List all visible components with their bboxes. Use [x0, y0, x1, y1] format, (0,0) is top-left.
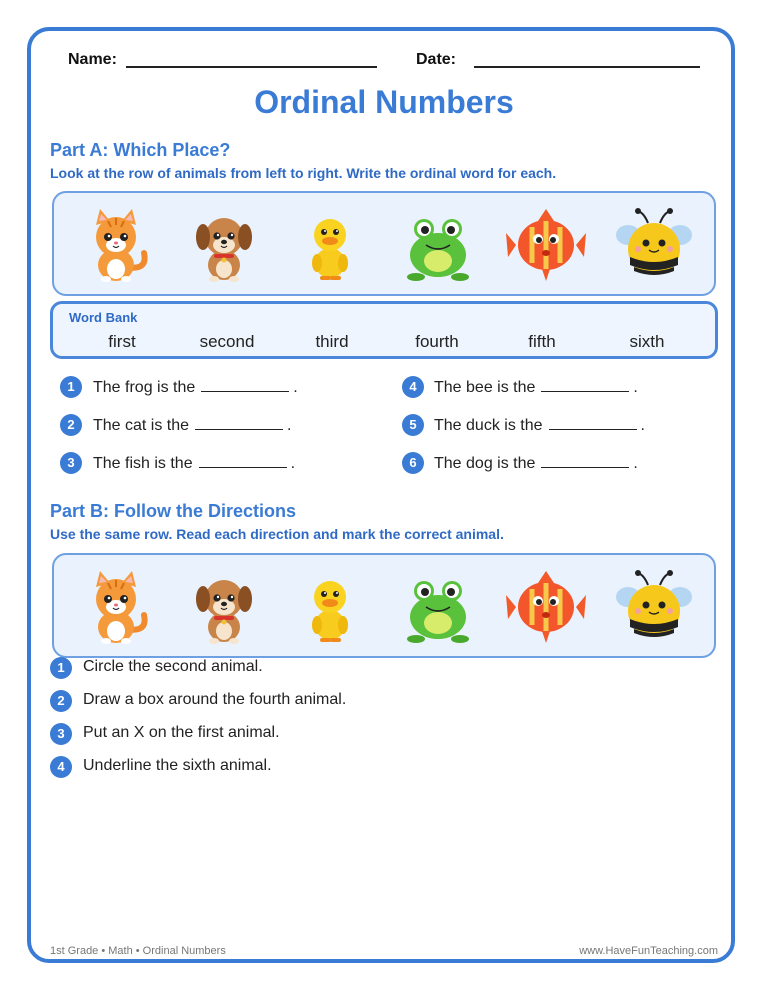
direction-text: Draw a box around the fourth animal. [83, 691, 347, 708]
footer-breadcrumb: 1st Grade • Math • Ordinal Numbers [50, 945, 226, 957]
word-bank-word: second [199, 332, 255, 351]
question-2 [93, 415, 292, 435]
part-a-title: Part A: Which Place? [50, 140, 231, 160]
question-end: . [633, 379, 638, 396]
direction-text: Circle the second animal. [83, 658, 263, 675]
answer-blank[interactable] [195, 415, 283, 430]
animal-row-b [52, 553, 716, 658]
word-bank-title: Word Bank [69, 310, 138, 325]
frog-icon [398, 205, 478, 285]
date-field[interactable] [474, 66, 700, 68]
question-end: . [293, 379, 298, 396]
direction-number: 1 [50, 657, 72, 679]
question-text: The bee is the [434, 379, 536, 396]
answer-blank[interactable] [541, 453, 629, 468]
word-bank-word: fourth [415, 332, 459, 351]
word-bank-word: first [108, 332, 136, 351]
fish-icon[interactable] [506, 567, 586, 647]
question-1 [93, 377, 298, 397]
bee-icon[interactable] [614, 567, 694, 647]
direction-number: 2 [50, 690, 72, 712]
direction-text: Put an X on the first animal. [83, 724, 280, 741]
cat-icon[interactable] [78, 567, 158, 647]
word-bank [50, 301, 718, 359]
answer-blank[interactable] [549, 415, 637, 430]
question-text: The dog is the [434, 455, 536, 472]
word-bank-word: third [315, 332, 349, 351]
question-number: 2 [60, 414, 82, 436]
part-b-instruction: Use the same row. Read each direction and mark the correct animal. [50, 526, 504, 542]
question-number: 6 [402, 452, 424, 474]
question-number: 4 [402, 376, 424, 398]
answer-blank[interactable] [199, 453, 287, 468]
question-text: The fish is the [93, 455, 193, 472]
word-bank-word: fifth [528, 332, 556, 351]
date-label: Date: [416, 51, 457, 68]
question-end: . [290, 455, 296, 472]
part-b-title: Part B: Follow the Directions [50, 501, 297, 521]
question-text: The cat is the [93, 417, 190, 434]
part-a-instruction: Look at the row of animals from left to right. Write the ordinal word for each. [50, 165, 557, 181]
duck-icon[interactable] [290, 567, 370, 647]
dog-icon[interactable] [184, 567, 264, 647]
fish-icon [506, 205, 586, 285]
word-bank-word: sixth [629, 332, 665, 351]
duck-icon [290, 205, 370, 285]
question-number: 5 [402, 414, 424, 436]
footer-website[interactable]: www.HaveFunTeaching.com [579, 945, 718, 957]
question-5 [434, 415, 645, 435]
question-3 [93, 453, 295, 473]
animal-row-a [52, 191, 716, 296]
question-text: The frog is the [93, 379, 196, 396]
name-label: Name: [68, 51, 117, 68]
question-end: . [287, 417, 292, 434]
question-4 [434, 377, 638, 397]
answer-blank[interactable] [541, 377, 629, 392]
direction-number: 3 [50, 723, 72, 745]
question-number: 3 [60, 452, 82, 474]
question-number: 1 [60, 376, 82, 398]
question-6 [434, 453, 638, 473]
frog-icon[interactable] [398, 567, 478, 647]
direction-number: 4 [50, 756, 72, 778]
cat-icon [78, 205, 158, 285]
question-text: The duck is the [434, 417, 543, 434]
question-end: . [640, 417, 645, 434]
name-field[interactable] [126, 66, 377, 68]
direction-text: Underline the sixth animal. [83, 757, 272, 774]
page-title: Ordinal Numbers [254, 84, 514, 120]
question-end: . [633, 455, 638, 472]
bee-icon [614, 205, 694, 285]
answer-blank[interactable] [201, 377, 289, 392]
dog-icon [184, 205, 264, 285]
